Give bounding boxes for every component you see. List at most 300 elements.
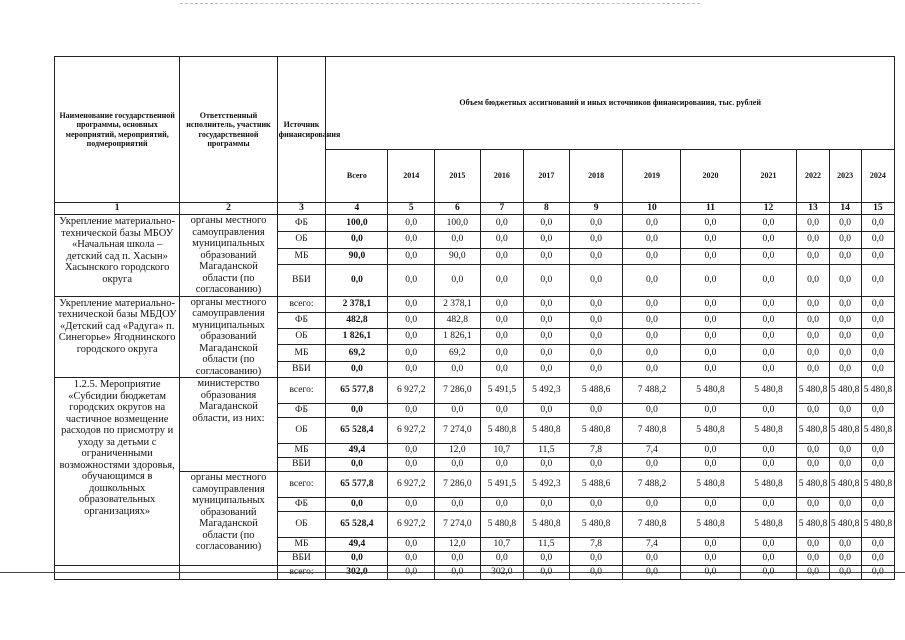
header-year: 2014 [388,150,435,203]
value-cell: 0,0 [569,329,623,345]
value-cell: 5 480,8 [797,472,829,498]
value-cell: 0,0 [623,498,681,512]
value-cell: 0,0 [861,329,894,345]
value-cell: 0,0 [569,404,623,418]
value-cell: 5 480,8 [861,512,894,538]
value-cell: 0,0 [861,345,894,361]
value-cell: 0,0 [740,329,797,345]
total-cell: 0,0 [326,458,388,472]
value-cell: 0,0 [829,231,861,248]
value-cell: 0,0 [797,215,829,232]
value-cell: 0,0 [681,215,740,232]
value-cell: 0,0 [681,329,740,345]
value-cell: 0,0 [569,215,623,232]
value-cell: 0,0 [861,231,894,248]
value-cell: 0,0 [861,361,894,377]
value-cell: 0,0 [623,296,681,312]
value-cell: 5 480,8 [740,378,797,404]
value-cell: 0,0 [829,312,861,328]
value-cell: 0,0 [435,361,481,377]
value-cell: 0,0 [388,329,435,345]
value-cell: 0,0 [797,265,829,296]
value-cell: 0,0 [435,231,481,248]
column-number: 11 [681,203,740,215]
header-volume: Объем бюджетных ассигнований и иных источников финансирования, тыс. рублей [326,57,895,150]
value-cell: 0,0 [829,361,861,377]
header-source: Источник финансирования [277,57,326,203]
column-number: 10 [623,203,681,215]
responsible-party: органы местного самоуправления муниципальных образований Магаданской области (по согласованию) [180,215,277,297]
column-number: 8 [524,203,570,215]
value-cell: 69,2 [435,345,481,361]
value-cell: 7,4 [623,538,681,552]
value-cell: 0,0 [623,361,681,377]
total-cell: 49,4 [326,444,388,458]
value-cell: 0,0 [797,552,829,566]
value-cell: 0,0 [480,265,523,296]
value-cell: 0,0 [740,458,797,472]
value-cell: 0,0 [797,231,829,248]
value-cell: 5 480,8 [740,418,797,444]
budget-table [54,56,895,580]
value-cell: 0,0 [740,312,797,328]
column-number: 14 [829,203,861,215]
value-cell: 0,0 [829,215,861,232]
value-cell: 7 286,0 [435,378,481,404]
header-year: 2015 [435,150,481,203]
value-cell: 0,0 [524,404,570,418]
header-year: 2016 [480,150,523,203]
value-cell: 0,0 [829,566,861,580]
value-cell: 0,0 [740,265,797,296]
table-row [55,215,895,232]
value-cell: 0,0 [569,296,623,312]
value-cell: 0,0 [623,552,681,566]
value-cell: 7,8 [569,538,623,552]
value-cell: 0,0 [681,444,740,458]
column-number: 2 [180,203,277,215]
total-cell: 0,0 [326,552,388,566]
table-row [55,472,895,498]
value-cell: 0,0 [740,538,797,552]
value-cell: 0,0 [524,265,570,296]
value-cell: 0,0 [861,498,894,512]
program-description: 1.2.5. Мероприятие «Субсидии бюджетам городских округов на частичное возмещение расходов по присмотру и уходу за детьми с ограниченными возможностями здоровья, обучающимся в дошкольных образовательных организациях» [55,378,180,566]
value-cell: 5 480,8 [681,512,740,538]
responsible-party: министерство образования Магаданской области, из них: [180,378,277,472]
value-cell: 6 927,2 [388,418,435,444]
source-cell: ФБ [277,498,326,512]
value-cell: 0,0 [681,248,740,265]
value-cell: 0,0 [861,566,894,580]
value-cell: 7 480,8 [623,418,681,444]
value-cell: 5 480,8 [829,472,861,498]
value-cell: 7 480,8 [623,512,681,538]
total-cell: 100,0 [326,215,388,232]
value-cell: 0,0 [480,361,523,377]
value-cell: 1 826,1 [435,329,481,345]
value-cell: 0,0 [435,566,481,580]
value-cell: 0,0 [623,404,681,418]
header-year: 2021 [740,150,797,203]
table-row [55,296,895,312]
value-cell: 0,0 [480,345,523,361]
value-cell: 0,0 [623,458,681,472]
value-cell: 0,0 [829,458,861,472]
value-cell: 0,0 [829,552,861,566]
header-year: 2024 [861,150,894,203]
value-cell: 0,0 [797,538,829,552]
value-cell: 0,0 [681,312,740,328]
value-cell: 0,0 [797,312,829,328]
value-cell: 5 480,8 [681,378,740,404]
header-year: 2019 [623,150,681,203]
scan-top-line [180,3,700,4]
value-cell: 302,0 [480,566,523,580]
header-year: 2017 [524,150,570,203]
value-cell: 6 927,2 [388,512,435,538]
value-cell: 0,0 [388,444,435,458]
value-cell: 0,0 [480,498,523,512]
value-cell: 7 488,2 [623,472,681,498]
value-cell: 90,0 [435,248,481,265]
value-cell: 0,0 [388,345,435,361]
value-cell: 0,0 [797,566,829,580]
column-number: 3 [277,203,326,215]
value-cell: 0,0 [524,296,570,312]
value-cell: 5 480,8 [861,418,894,444]
value-cell: 0,0 [681,265,740,296]
value-cell: 5 480,8 [524,418,570,444]
header-total: Всего [326,150,388,203]
value-cell: 0,0 [829,538,861,552]
column-number: 6 [435,203,481,215]
value-cell: 0,0 [524,312,570,328]
source-cell: ВБИ [277,458,326,472]
value-cell: 5 480,8 [569,418,623,444]
value-cell: 0,0 [524,345,570,361]
source-cell: ВБИ [277,552,326,566]
value-cell: 0,0 [480,552,523,566]
value-cell: 0,0 [681,458,740,472]
source-cell: ВБИ [277,361,326,377]
total-cell: 1 826,1 [326,329,388,345]
value-cell: 0,0 [524,231,570,248]
value-cell: 7,4 [623,444,681,458]
value-cell: 0,0 [740,215,797,232]
value-cell: 5 480,8 [861,472,894,498]
value-cell: 0,0 [480,215,523,232]
value-cell: 5 480,8 [480,512,523,538]
total-cell: 49,4 [326,538,388,552]
responsible-party: органы местного самоуправления муниципальных образований Магаданской области (по согласованию) [180,472,277,566]
value-cell: 0,0 [740,231,797,248]
value-cell: 5 480,8 [740,512,797,538]
value-cell: 0,0 [829,265,861,296]
value-cell: 0,0 [388,404,435,418]
source-cell: ОБ [277,329,326,345]
value-cell: 5 480,8 [569,512,623,538]
total-cell: 0,0 [326,498,388,512]
total-cell: 90,0 [326,248,388,265]
value-cell: 7 274,0 [435,418,481,444]
value-cell: 0,0 [797,498,829,512]
value-cell: 0,0 [524,566,570,580]
source-cell: ФБ [277,215,326,232]
value-cell: 0,0 [388,538,435,552]
value-cell: 0,0 [681,566,740,580]
total-cell: 69,2 [326,345,388,361]
value-cell: 0,0 [388,231,435,248]
source-cell: МБ [277,538,326,552]
source-cell: всего: [277,472,326,498]
value-cell: 0,0 [480,404,523,418]
value-cell: 0,0 [388,215,435,232]
value-cell: 5 480,8 [829,512,861,538]
source-cell: всего: [277,296,326,312]
value-cell: 0,0 [524,458,570,472]
value-cell: 0,0 [740,345,797,361]
value-cell: 0,0 [388,566,435,580]
value-cell: 100,0 [435,215,481,232]
value-cell: 0,0 [861,458,894,472]
value-cell: 0,0 [797,361,829,377]
value-cell: 0,0 [388,498,435,512]
column-number: 9 [569,203,623,215]
value-cell: 0,0 [681,552,740,566]
value-cell: 0,0 [861,552,894,566]
value-cell: 0,0 [388,265,435,296]
value-cell: 5 492,3 [524,472,570,498]
value-cell: 0,0 [480,296,523,312]
value-cell: 0,0 [861,215,894,232]
total-cell: 65 577,8 [326,378,388,404]
value-cell: 0,0 [623,215,681,232]
value-cell: 5 491,5 [480,472,523,498]
value-cell: 0,0 [569,265,623,296]
value-cell: 0,0 [435,498,481,512]
value-cell: 0,0 [388,552,435,566]
value-cell: 0,0 [569,552,623,566]
value-cell: 0,0 [569,248,623,265]
total-cell: 65 577,8 [326,472,388,498]
value-cell: 6 927,2 [388,472,435,498]
value-cell: 0,0 [569,566,623,580]
value-cell: 12,0 [435,444,481,458]
column-number: 13 [797,203,829,215]
value-cell: 5 480,8 [740,472,797,498]
value-cell: 5 480,8 [797,418,829,444]
value-cell: 0,0 [623,265,681,296]
value-cell: 5 480,8 [861,378,894,404]
value-cell: 0,0 [861,444,894,458]
value-cell: 7 274,0 [435,512,481,538]
source-cell: МБ [277,444,326,458]
value-cell: 5 480,8 [797,512,829,538]
value-cell: 6 927,2 [388,378,435,404]
total-cell: 0,0 [326,361,388,377]
value-cell: 0,0 [569,498,623,512]
value-cell: 5 488,6 [569,378,623,404]
value-cell: 0,0 [480,329,523,345]
source-cell: МБ [277,345,326,361]
value-cell: 0,0 [829,248,861,265]
value-cell: 482,8 [435,312,481,328]
total-cell: 0,0 [326,404,388,418]
value-cell: 5 480,8 [829,418,861,444]
value-cell: 10,7 [480,444,523,458]
column-number: 1 [55,203,180,215]
value-cell: 0,0 [740,404,797,418]
value-cell: 0,0 [480,312,523,328]
value-cell: 0,0 [797,296,829,312]
value-cell: 0,0 [480,458,523,472]
value-cell: 0,0 [861,265,894,296]
value-cell: 0,0 [569,231,623,248]
value-cell: 5 492,3 [524,378,570,404]
value-cell: 0,0 [681,404,740,418]
value-cell: 0,0 [681,231,740,248]
total-cell: 65 528,4 [326,418,388,444]
value-cell: 7,8 [569,444,623,458]
value-cell: 0,0 [740,566,797,580]
value-cell: 0,0 [861,538,894,552]
total-cell: 0,0 [326,265,388,296]
value-cell: 5 480,8 [681,472,740,498]
table-row [55,378,895,404]
value-cell: 0,0 [740,444,797,458]
value-cell: 0,0 [681,345,740,361]
value-cell: 0,0 [681,538,740,552]
header-responsible: Ответственный исполнитель, участник государственной программы [180,57,277,203]
value-cell: 5 480,8 [797,378,829,404]
value-cell: 0,0 [740,248,797,265]
value-cell: 0,0 [569,312,623,328]
value-cell: 0,0 [388,296,435,312]
value-cell: 0,0 [388,248,435,265]
total-cell: 302,0 [326,566,388,580]
value-cell: 0,0 [524,361,570,377]
value-cell: 0,0 [797,345,829,361]
value-cell: 0,0 [435,552,481,566]
value-cell: 0,0 [623,312,681,328]
value-cell: 0,0 [569,458,623,472]
value-cell: 0,0 [829,404,861,418]
column-number: 4 [326,203,388,215]
value-cell: 0,0 [829,345,861,361]
value-cell: 0,0 [740,498,797,512]
value-cell: 0,0 [388,361,435,377]
column-number: 7 [480,203,523,215]
value-cell: 0,0 [740,552,797,566]
value-cell: 0,0 [861,312,894,328]
value-cell: 0,0 [623,231,681,248]
program-description: Укрепление материально-технической базы МБДОУ «Детский сад «Радуга» п. Синегорье» Ягоднинского городского округа [55,296,180,378]
value-cell: 0,0 [681,296,740,312]
source-cell: ФБ [277,312,326,328]
value-cell: 0,0 [524,329,570,345]
column-number: 15 [861,203,894,215]
total-cell: 2 378,1 [326,296,388,312]
source-cell: всего: [277,566,326,580]
value-cell: 5 480,8 [480,418,523,444]
value-cell: 0,0 [797,329,829,345]
value-cell: 0,0 [435,265,481,296]
total-cell: 65 528,4 [326,512,388,538]
value-cell: 0,0 [524,248,570,265]
value-cell: 0,0 [569,361,623,377]
value-cell: 0,0 [524,552,570,566]
source-cell: ВБИ [277,265,326,296]
value-cell: 5 480,8 [524,512,570,538]
value-cell: 0,0 [388,312,435,328]
source-cell: МБ [277,248,326,265]
value-cell: 0,0 [524,215,570,232]
value-cell: 0,0 [797,248,829,265]
source-cell: всего: [277,378,326,404]
value-cell: 0,0 [740,296,797,312]
value-cell: 0,0 [569,345,623,361]
program-description: Укрепление материально-технической базы МБОУ «Начальная школа – детский сад п. Хасын» Хасынского городского округа [55,215,180,297]
value-cell: 0,0 [681,498,740,512]
source-cell: ОБ [277,231,326,248]
value-cell: 5 488,6 [569,472,623,498]
value-cell: 2 378,1 [435,296,481,312]
value-cell: 0,0 [797,404,829,418]
value-cell: 0,0 [435,404,481,418]
header-year: 2023 [829,150,861,203]
column-number: 5 [388,203,435,215]
value-cell: 7 286,0 [435,472,481,498]
value-cell: 11,5 [524,538,570,552]
value-cell: 7 488,2 [623,378,681,404]
value-cell: 0,0 [524,498,570,512]
value-cell: 5 491,5 [480,378,523,404]
value-cell: 10,7 [480,538,523,552]
value-cell: 0,0 [480,231,523,248]
value-cell: 0,0 [623,566,681,580]
responsible-party: органы местного самоуправления муниципальных образований Магаданской области (по согласованию) [180,296,277,378]
value-cell: 0,0 [829,296,861,312]
value-cell: 0,0 [797,458,829,472]
value-cell: 0,0 [797,444,829,458]
value-cell: 0,0 [829,329,861,345]
value-cell: 5 480,8 [829,378,861,404]
value-cell: 0,0 [829,444,861,458]
total-cell: 0,0 [326,231,388,248]
column-number: 12 [740,203,797,215]
value-cell: 0,0 [829,498,861,512]
total-cell: 482,8 [326,312,388,328]
value-cell: 0,0 [435,458,481,472]
source-cell: ОБ [277,512,326,538]
value-cell: 0,0 [623,345,681,361]
source-cell: ОБ [277,418,326,444]
value-cell: 0,0 [681,361,740,377]
value-cell: 0,0 [623,248,681,265]
value-cell: 0,0 [480,248,523,265]
value-cell: 0,0 [388,458,435,472]
header-year: 2018 [569,150,623,203]
source-cell: ФБ [277,404,326,418]
column-numbers-row [55,203,895,215]
header-program: Наименование государственной программы, основных мероприятий, мероприятий, подмероприятий [55,57,180,203]
value-cell: 0,0 [861,296,894,312]
header-year: 2022 [797,150,829,203]
value-cell: 12,0 [435,538,481,552]
value-cell: 0,0 [861,248,894,265]
value-cell: 11,5 [524,444,570,458]
